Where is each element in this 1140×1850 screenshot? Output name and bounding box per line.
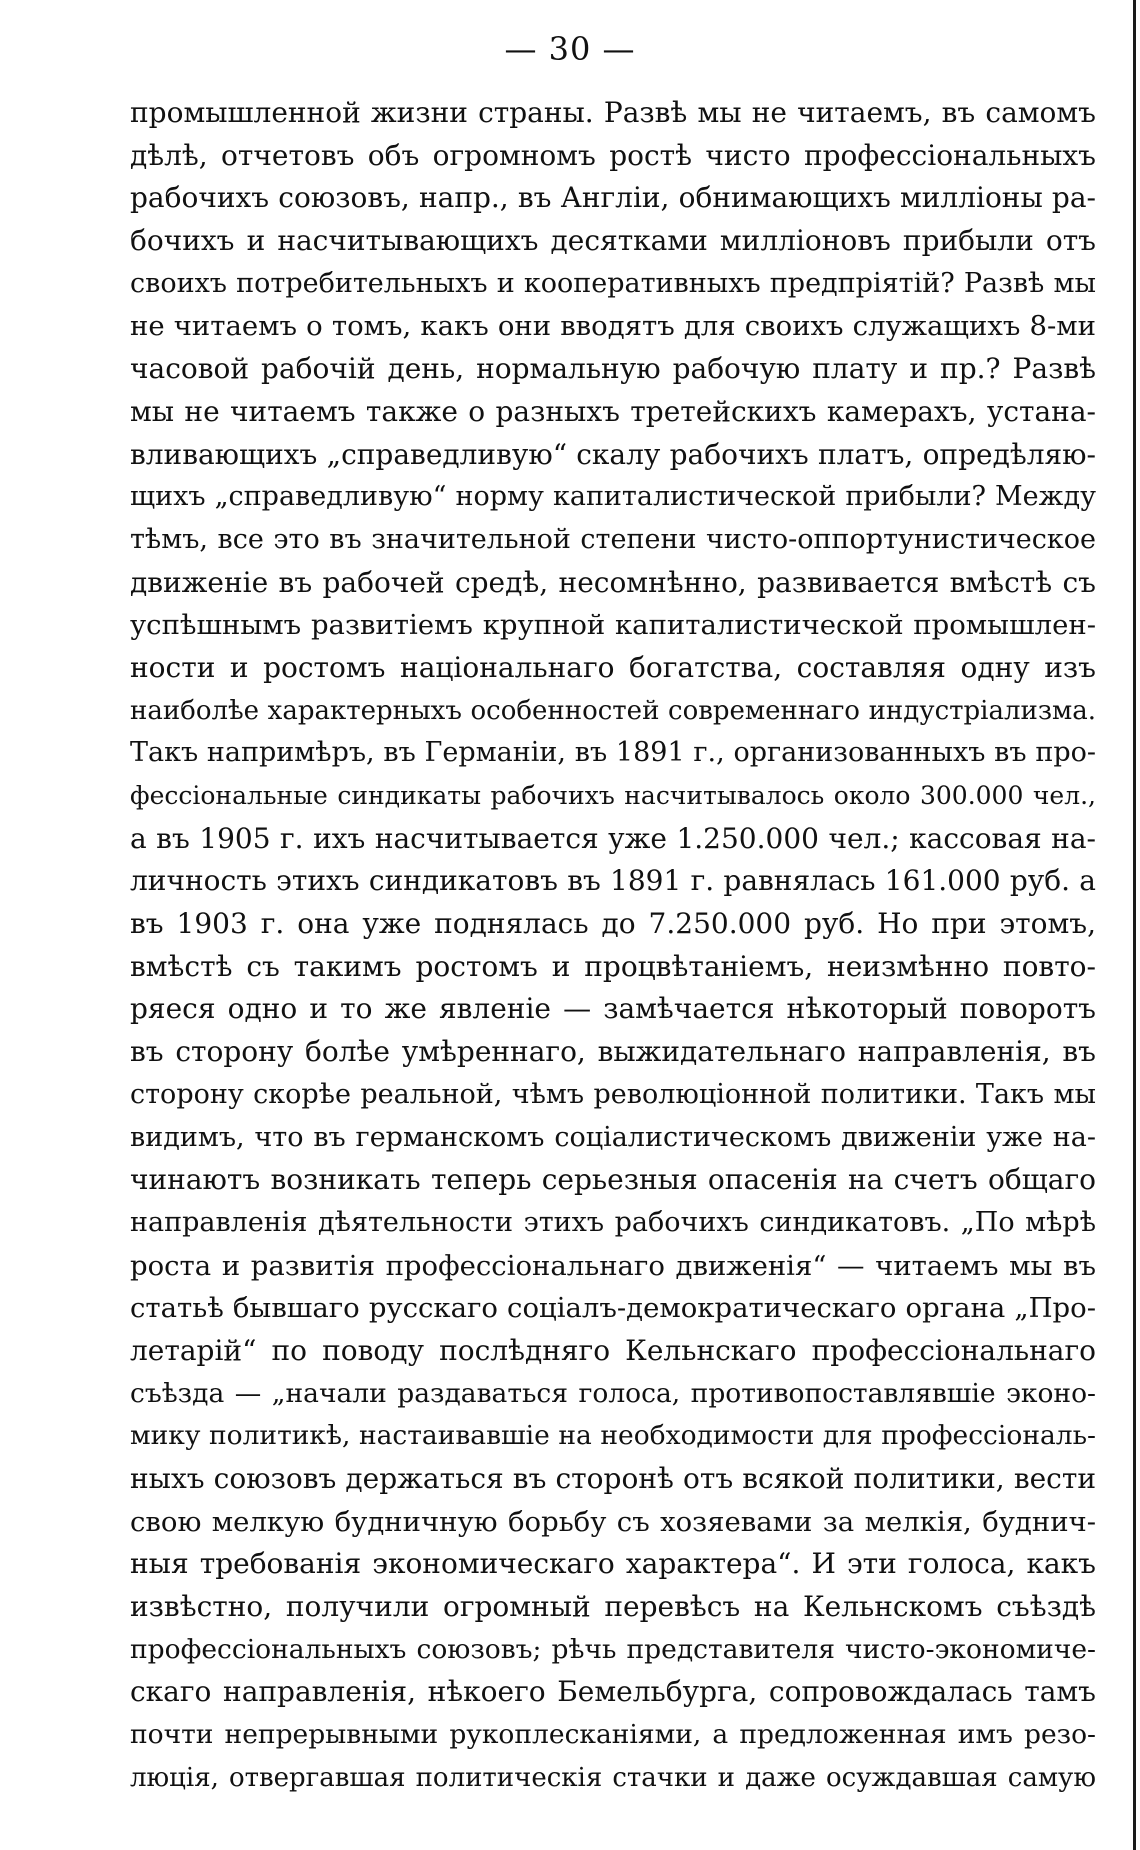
text-line: тѣмъ, все это въ значительной степени чисто-оппортунистическое [130, 523, 1096, 555]
text-line: статьѣ бывшаго русскаго соціалъ-демократическаго органа „Про- [130, 1292, 1096, 1325]
text-line: мику политикѣ, настаивавшіе на необходимости для профессіональ- [130, 1420, 1096, 1452]
text-line: вмѣстѣ съ такимъ ростомъ и процвѣтаніемъ, неизмѣнно повто- [130, 949, 1096, 983]
text-line: Такъ напримѣръ, въ Германіи, въ 1891 г., организованныхъ въ про- [130, 737, 1096, 769]
text-line: чинаютъ возникать теперь серьезныя опасенія на счетъ общаго [130, 1163, 1096, 1197]
text-line: въ 1903 г. она уже поднялась до 7.250.000 руб. Но при этомъ, [130, 907, 1096, 941]
text-line: личность этихъ синдикатовъ въ 1891 г. равнялась 161.000 руб. а [130, 864, 1096, 898]
body-text [130, 92, 1096, 1800]
text-line: видимъ, что въ германскомъ соціалистическомъ движеніи уже на- [130, 1121, 1096, 1153]
text-line: люція, отвергавшая политическія стачки и даже осуждавшая самую [130, 1762, 1096, 1793]
text-line: часовой рабочій день, нормальную рабочую плату и пр.? Развѣ [130, 352, 1096, 386]
text-line: ныя требованія экономическаго характера“. И эти голоса, какъ [130, 1547, 1096, 1581]
text-line: своихъ потребительныхъ и кооперативныхъ предпріятій? Развѣ мы [130, 267, 1096, 299]
text-line: направленія дѣятельности этихъ рабочихъ синдикатовъ. „По мѣрѣ [130, 1206, 1096, 1238]
text-line: летарій“ по поводу послѣдняго Кельнскаго профессіональнаго [130, 1333, 1096, 1367]
page-number: — 30 — [504, 30, 636, 68]
text-line: бочихъ и насчитывающихъ десятками милліоновъ прибыли отъ [130, 224, 1096, 258]
text-line: свою мелкую будничную борьбу съ хозяевами за мелкія, буднич- [130, 1505, 1096, 1538]
text-line: рабочихъ союзовъ, напр., въ Англіи, обнимающихъ милліоны ра- [130, 181, 1096, 215]
text-line: не читаемъ о томъ, какъ они вводятъ для своихъ служащихъ 8-ми [130, 310, 1096, 343]
text-line: фессіональные синдикаты рабочихъ насчитывалось около 300.000 чел., [130, 781, 1096, 810]
text-line: ряеся одно и то же явленіе — замѣчается нѣкоторый поворотъ [130, 992, 1096, 1026]
text-line: извѣстно, получили огромный перевѣсъ на Кельнскомъ съѣздѣ [130, 1590, 1096, 1624]
text-line: а въ 1905 г. ихъ насчитывается уже 1.250.000 чел.; кассовая на- [130, 821, 1096, 855]
text-line: дѣлѣ, отчетовъ объ огромномъ ростѣ чисто профессіональныхъ [130, 138, 1096, 172]
text-line: роста и развитія профессіональнаго движенія“ — читаемъ мы въ [130, 1249, 1096, 1282]
text-line: наиболѣе характерныхъ особенностей современнаго индустріализма. [130, 695, 1096, 726]
text-line: въ сторону болѣе умѣреннаго, выжидательнаго направленія, въ [130, 1035, 1096, 1069]
text-line: съѣзда — „начали раздаваться голоса, противопоставлявшіе эконо- [130, 1377, 1096, 1409]
text-line: скаго направленія, нѣкоего Бемельбурга, сопровождалась тамъ [130, 1675, 1096, 1709]
text-line: вливающихъ „справедливую“ скалу рабочихъ платъ, опредѣляю- [130, 437, 1096, 471]
text-line: щихъ „справедливую“ норму капиталистической прибыли? Между [130, 481, 1096, 513]
text-line: движеніе въ рабочей средѣ, несомнѣнно, развивается вмѣстѣ съ [130, 565, 1096, 599]
text-line: почти непрерывными рукоплесканіями, а предложенная имъ резо- [130, 1719, 1096, 1751]
text-line: промышленной жизни страны. Развѣ мы не читаемъ, въ самомъ [130, 96, 1096, 129]
text-line: ныхъ союзовъ держаться въ сторонѣ отъ всякой политики, вести [130, 1462, 1096, 1495]
text-line: профессіональныхъ союзовъ; рѣчь представителя чисто-экономиче- [130, 1633, 1096, 1665]
text-line: мы не читаемъ также о разныхъ третейскихъ камерахъ, устана- [130, 394, 1096, 428]
text-line: успѣшнымъ развитіемъ крупной капиталистической промышлен- [130, 609, 1096, 642]
text-line: сторону скорѣе реальной, чѣмъ революціонной политики. Такъ мы [130, 1078, 1096, 1110]
page-edge-line [1133, 0, 1136, 1850]
text-line: ности и ростомъ національнаго богатства, составляя одну изъ [130, 650, 1096, 684]
